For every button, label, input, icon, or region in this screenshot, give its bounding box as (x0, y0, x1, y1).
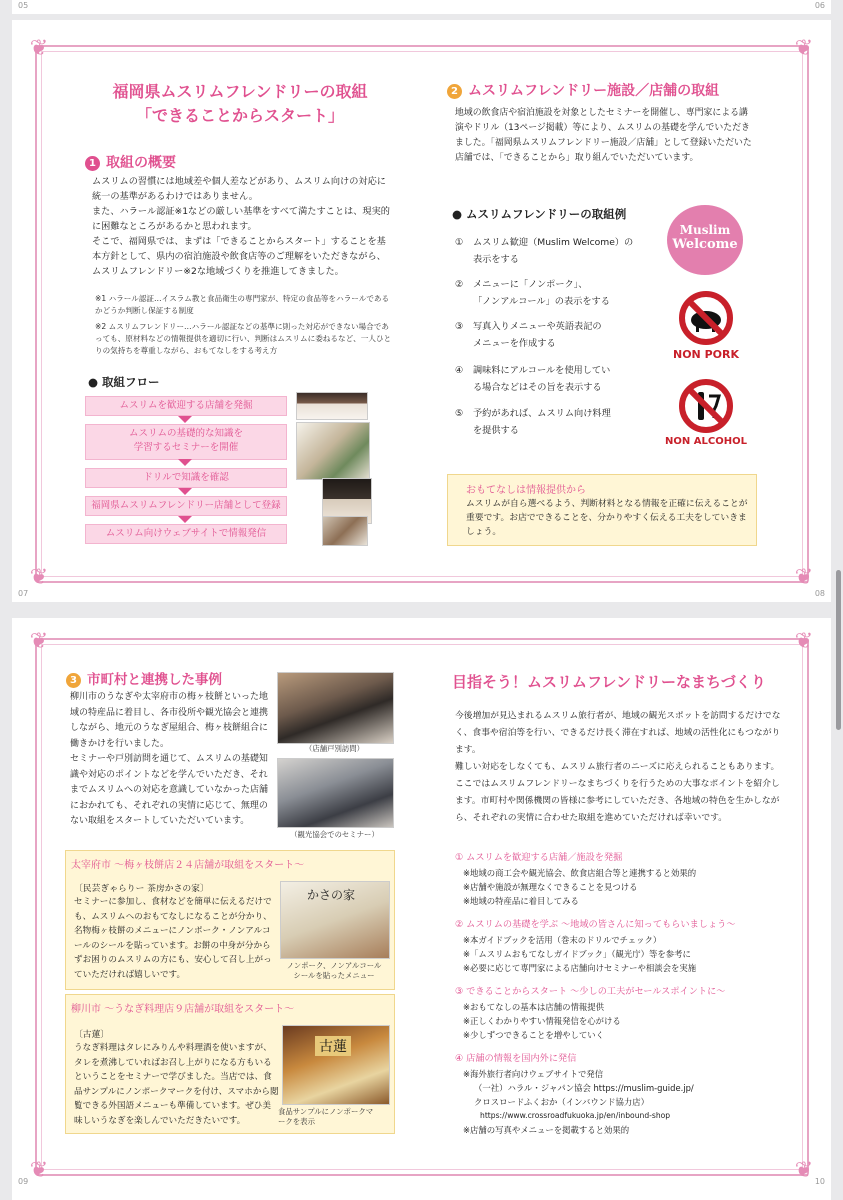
goal-item: ※おもてなしの基本は店舗の情報提供 (463, 1002, 605, 1012)
non-pork-badge-icon (665, 290, 747, 362)
goal-item: ※地域の特産品に着目してみる (463, 896, 579, 906)
badge-text: NON ALCOHOL (665, 436, 747, 447)
municipal-paragraph: 柳川市のうなぎや太宰府市の梅ヶ枝餅といった地域の特産品に着目し、各市役所や観光協会と連携しながら、地元のうなぎ屋組合、梅ヶ枝餅組合に働きかけを行いました。 (70, 692, 269, 749)
example-item (455, 405, 611, 439)
overview-paragraph: また、ハラール認証※1などの厳しい基準をすべて満たすことは、現実的に困難なところがあるかと思われます。 (92, 206, 390, 232)
goal-item: ※本ガイドブックを活用（巻末のドリルでチェック） (463, 935, 662, 945)
intro-paragraph: 難しい対応をしなくても、ムスリム旅行者のニーズに応えられることもあります。ここではムスリムフレンドリーなまちづくりを行うための大事なポイントを紹介します。市町村や関係機関の皆様に参考にしていただき、各地域の特色を生かしながら、それぞれの実情に合わせた取組を進めていただければ幸いです。 (455, 762, 780, 823)
example-text: 予約があれば、ムスリム向け料理 を提供する (473, 408, 611, 436)
corner-ornament-icon: ❦ (794, 1158, 814, 1183)
website-screenshot-image (296, 392, 368, 420)
goal-item: ※店舗や施設が無理なくできることを見つける (463, 882, 638, 892)
bottle-prohibited-icon (665, 378, 747, 434)
corner-ornament-icon: ❦ (794, 565, 814, 590)
page-title (85, 80, 395, 128)
badge-text: Welcome (672, 237, 738, 252)
food-sample-photo (282, 1025, 390, 1105)
section-heading (85, 152, 176, 172)
example-number: ① (455, 237, 464, 248)
case-box-dazaifu (65, 850, 395, 990)
page-number: 10 (814, 1177, 825, 1186)
footnotes (95, 293, 395, 357)
case-text: セミナーに参加し、食材などを簡単に伝えるだけでも、ムスリムへのおもてなしになることが分かり、名物梅ヶ枝餅のメニューにノンポーク・ノンアルコールのシールを貼っています。お餅の中身が分からずお困りのムスリムの方にも、安心して召し上がっていただければ嬉しいです。 (74, 897, 272, 980)
goal-heading: ② ムスリムの基礎を学ぶ ～地域の皆さんに知ってもらいましょう～ (455, 919, 736, 930)
corner-ornament-icon: ❦ (29, 629, 49, 654)
badge-text: Muslim (679, 223, 731, 237)
footnote: ※2 ムスリムフレンドリー…ハラール認証などの基準に則った対応ができない場合であっても、原材料などの情報提供を適切に行い、判断はムスリムに委ねるなど、一人ひとりの気持ちを尊重しながら、おもてなしをする考え方 (95, 322, 392, 355)
scrollbar-track[interactable] (835, 0, 843, 1200)
top-page-strip (12, 0, 831, 14)
case-shop-name: 〔古蓮〕 (74, 1030, 110, 1040)
examples-heading: ● ムスリムフレンドリーの取組例 (452, 207, 627, 221)
example-number: ② (455, 279, 464, 290)
example-text: ムスリム歓迎（Muslim Welcome）の 表示をする (473, 237, 634, 265)
section-number-badge: 1 (85, 156, 100, 171)
example-item (455, 362, 610, 396)
example-text: 調味料にアルコールを使用してい る場合などはその旨を表示する (473, 365, 611, 393)
section-heading-text: ムスリムフレンドリー施設／店舗の取組 (468, 83, 720, 99)
flow-arrow-icon (178, 416, 192, 423)
website-screenshot-image (322, 516, 368, 546)
page-number: 05 (18, 1, 29, 10)
example-text: メニューに「ノンポーク」、 「ノンアルコール」の表示をする (473, 279, 610, 307)
municipal-text (70, 690, 270, 830)
section-number-badge: 3 (66, 673, 81, 688)
case-title: 柳川市 ～うなぎ料理店９店舗が取組をスタート～ (71, 1004, 295, 1015)
goal-item: （一社）ハラル・ジャパン協会 https://muslim-guide.jp/ (474, 1083, 694, 1093)
example-text: 写真入りメニューや英語表記の メニューを作成する (473, 321, 602, 349)
corner-ornament-icon: ❦ (29, 36, 49, 61)
shop-sign-text: 古蓮 (315, 1036, 351, 1056)
flow-heading: ● 取組フロー (88, 375, 160, 389)
section-heading (447, 80, 719, 100)
overview-paragraph: そこで、福岡県では、まずは「できることからスタート」することを基本方針として、県内の宿泊施設や飲食店等のご理解をいただきながら、ムスリムフレンドリー※2な地域づくりを推進してきました。 (92, 236, 386, 277)
case-text: うなぎ料理はタレにみりんや料理酒を使いますが、タレを煮沸していればお召し上がりになる方もいるということをセミナーで学びました。当店では、食品サンプルにノンポークマークを付け、スマホから閲覧できる外国語メニューも準備しています。ぜひ美味しいうなぎを楽しんでいただきたいです。 (74, 1043, 279, 1126)
goal-item: ※少しずつできることを増やしていく (463, 1030, 605, 1040)
corner-ornament-icon: ❦ (794, 629, 814, 654)
example-item (455, 234, 633, 268)
store-visit-photo (277, 672, 394, 744)
goal-item: クロスロードふくおか（インバウンド協力店） (474, 1097, 649, 1107)
corner-ornament-icon: ❦ (29, 565, 49, 590)
flow-step: ドリルで知識を確認 (85, 468, 287, 488)
info-heading: おもてなしは情報提供から (466, 485, 586, 496)
case-title: 太宰府市 ～梅ヶ枝餅店２４店舗が取組をスタート～ (71, 860, 305, 871)
title-line-2: 「できることからスタート」 (135, 106, 344, 125)
goal-item: ※地域の商工会や観光協会、飲食店組合等と連携すると効果的 (463, 868, 697, 878)
flow-arrow-icon (178, 516, 192, 523)
flow-arrow-icon (178, 488, 192, 495)
footnote: ※1 ハラール認証…イスラム教と食品衛生の専門家が、特定の食品等をハラールであるかどうか判断し保証する制度 (95, 294, 390, 315)
photo-caption: （店舗戸別訪問） (304, 744, 365, 753)
goal-item: ※海外旅行者向けウェブサイトで発信 (463, 1069, 604, 1079)
municipal-paragraph: セミナーや戸別訪問を通じて、ムスリムの基礎知識や対応のポイントなどを学んでいただき、それまでムスリムへの対応を意識していなかった店舗におかれても、それぞれの実情に応じて、無理のない取組をスタートしていただいています。 (70, 754, 269, 826)
website-screenshot-image (296, 422, 370, 480)
goal-item: ※店舗の写真やメニューを掲載すると効果的 (463, 1125, 630, 1135)
seminar-photo (277, 758, 394, 828)
corner-ornament-icon: ❦ (29, 1158, 49, 1183)
goal-item: ※必要に応じて専門家による店舗向けセミナーや相談会を実施 (463, 963, 697, 973)
info-box (447, 474, 757, 546)
scrollbar-thumb[interactable] (836, 570, 841, 730)
title-line-1: 福岡県ムスリムフレンドリーの取組 (112, 82, 368, 101)
facility-text: 地域の飲食店や宿泊施設を対象としたセミナーを開催し、専門家による講演やドリル（13ページ掲載）等により、ムスリムの基礎を学んでいただきました。「福岡県ムスリムフレンドリー施設／店舗」として登録いただいた店舗では、「できることから」取り組んでいただいています。 (455, 108, 752, 163)
section-heading-text: 取組の概要 (106, 155, 176, 171)
pig-prohibited-icon (665, 290, 747, 346)
example-number: ⑤ (455, 408, 464, 419)
case-shop-name: 〔民芸ぎゃらりー 茶房かさの家〕 (74, 884, 209, 894)
photo-caption: （観光協会でのセミナー） (290, 830, 379, 839)
example-number: ④ (455, 365, 464, 376)
example-number: ③ (455, 321, 464, 332)
page-number: 08 (814, 589, 825, 598)
corner-ornament-icon: ❦ (794, 36, 814, 61)
muslim-welcome-badge-icon (667, 205, 743, 275)
info-text: ムスリムが自ら選べるよう、判断材料となる情報を正確に伝えることが重要です。お店でできることを、分かりやすく伝える工夫をしていきましょう。 (466, 499, 748, 537)
page-number: 06 (814, 1, 825, 10)
section-heading-text: 市町村と連携した事例 (87, 672, 222, 688)
goal-heading: ③ できることからスタート ～少しの工夫がセールスポイントに～ (455, 986, 726, 997)
section-number-badge: 2 (447, 84, 462, 99)
example-item (455, 276, 610, 310)
page-number: 09 (18, 1177, 29, 1186)
overview-text (92, 174, 392, 279)
town-intro-text (455, 708, 785, 827)
goal-item: ※正しくわかりやすい情報発信を心がける (463, 1016, 621, 1026)
goal-heading: ① ムスリムを歓迎する店舗／施設を発掘 (455, 852, 623, 863)
flow-step: ムスリムを歓迎する店舗を発掘 (85, 396, 287, 416)
badge-text: NON PORK (673, 348, 739, 361)
page-title: 目指そう！ムスリムフレンドリーなまちづくり (452, 673, 766, 691)
case-box-yanagawa (65, 994, 395, 1134)
photo-caption: ノンポーク、ノンアルコール シールを貼ったメニュー (286, 961, 382, 980)
photo-caption: 食品サンプルにノンポークマ ークを表示 (278, 1107, 374, 1126)
section-heading (66, 668, 222, 688)
example-item (455, 318, 602, 352)
flow-step: ムスリムの基礎的な知識を 学習するセミナーを開催 (85, 424, 287, 460)
non-alcohol-badge-icon (665, 378, 747, 450)
page-number: 07 (18, 589, 29, 598)
flow-step: ムスリム向けウェブサイトで情報発信 (85, 524, 287, 544)
goal-url[interactable]: https://www.crossroadfukuoka.jp/en/inbound-shop (480, 1111, 671, 1120)
flow-arrow-icon (178, 459, 192, 466)
overview-paragraph: ムスリムの習慣には地域差や個人差などがあり、ムスリム向けの対応に統一の基準があるわけではありません。 (92, 176, 386, 202)
goal-heading: ④ 店舗の情報を国内外に発信 (455, 1053, 577, 1064)
goal-item: ※「ムスリムおもてなしガイドブック」（観光庁）等を参考に (463, 949, 691, 959)
intro-paragraph: 今後増加が見込まれるムスリム旅行者が、地域の観光スポットを訪問するだけでなく、食事や宿泊等を行い、できるだけ長く滞在すれば、地域の活性化にもつながります。 (455, 711, 781, 755)
menu-sticker-photo (280, 881, 390, 959)
flow-step: 福岡県ムスリムフレンドリー店舗として登録 (85, 496, 287, 516)
shop-sign-text: かさの家 (307, 888, 356, 902)
